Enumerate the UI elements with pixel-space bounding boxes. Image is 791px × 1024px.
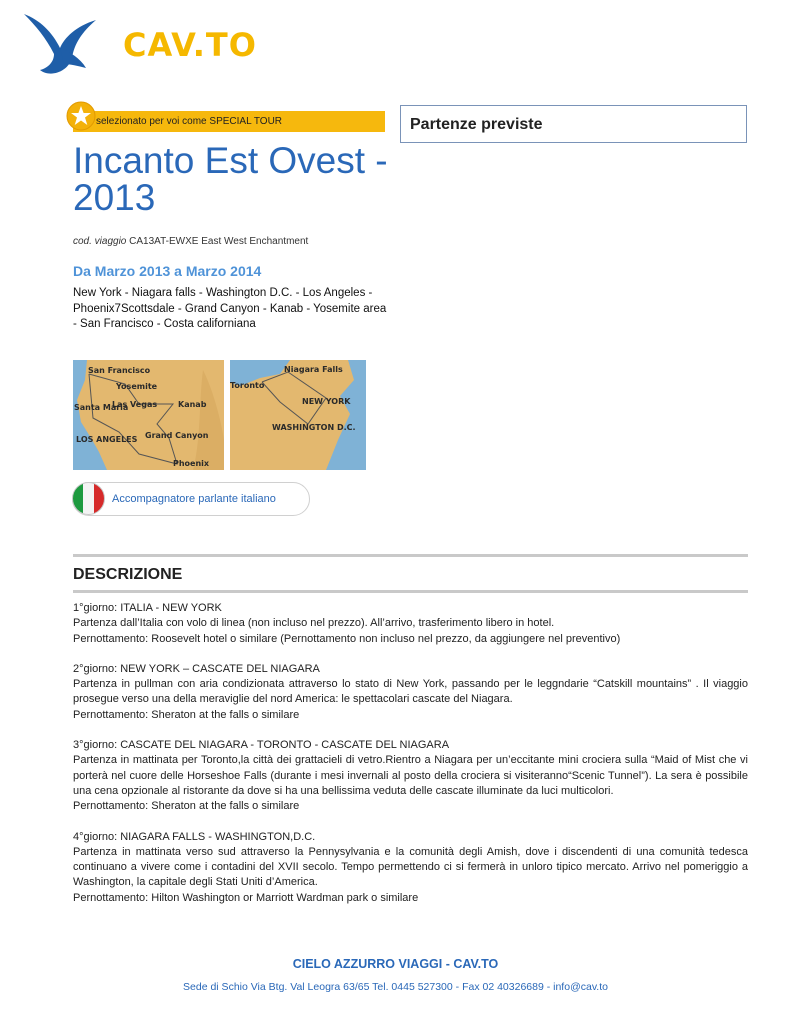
trip-code: [73, 236, 308, 247]
day-title: 4°giorno: NIAGARA FALLS - WASHINGTON,D.C.: [73, 830, 316, 843]
route-text: New York - Niagara falls - Washington D.C. - Los Angeles - Phoenix7Scottsdale - Grand Canyon - Kanab - Yosemite area - San Francisco - Costa californiana: [73, 287, 387, 330]
day-title: 3°giorno: CASCATE DEL NIAGARA - TORONTO - CASCATE DEL NIAGARA: [73, 739, 450, 752]
day-overnight: Pernottamento: Roosevelt hotel o similare (Pernottamento non incluso nel prezzo, da aggiungere nel preventivo): [73, 632, 621, 645]
divider: [73, 590, 748, 593]
brand-name: CAV.TO: [123, 26, 257, 64]
map-label: WASHINGTON D.C.: [272, 423, 356, 432]
special-tour-label: selezionato per voi come SPECIAL TOUR: [96, 116, 283, 127]
trip-code-label: cod. viaggio: [73, 236, 127, 247]
day-title: 2°giorno: NEW YORK – CASCATE DEL NIAGARA: [73, 662, 320, 675]
page-title: Incanto Est Ovest - 2013: [73, 140, 388, 218]
day-overnight: Pernottamento: Sheraton at the falls o similare: [73, 708, 300, 721]
itinerary-day: [73, 830, 748, 906]
star-icon: [66, 101, 96, 131]
map-label: Yosemite: [116, 382, 158, 391]
day-overnight: Pernottamento: Hilton Washington or Marriott Wardman park o similare: [73, 891, 419, 904]
map-label: Toronto: [230, 381, 265, 390]
day-text: Partenza in mattinata per Toronto,la città dei grattacieli di vetro.Rientro a Niagara per un’eccitante mini crociera sulla “Maid of Mist che vi porterà nel cuore delle Horseshoe Falls (durante i mesi invernali al posto della crociera si visiteranno“Scenic Tunnel”). La sera è possibile una cena opzionale al ristorante da dove si ha una bellissima veduta delle cascate illuminate da luci multicolori.: [73, 754, 748, 797]
map-label: Phoenix: [173, 459, 210, 468]
day-text: Partenza dall’Italia con volo di linea (non incluso nel prezzo). All’arrivo, trasferimento libero in hotel.: [73, 617, 555, 630]
trip-code-value: CA13AT-EWXE East West Enchantment: [129, 236, 309, 247]
footer-company: CIELO AZZURRO VIAGGI - CAV.TO: [292, 957, 499, 971]
map-label: Niagara Falls: [284, 365, 343, 374]
itinerary-day: [73, 601, 748, 647]
itinerary-day: [73, 662, 748, 723]
itinerary: [73, 601, 748, 921]
map-label: NEW YORK: [302, 397, 351, 406]
map-label: LOS ANGELES: [76, 435, 138, 444]
day-text: Partenza in mattinata verso sud attraverso la Pennysylvania e la comunità degli Amish, dove i discendenti di una comunità tedesca continuano a vivere come i contadini del XVII secolo. Tempo permettendo ci si fermerà in unloro tipico mercato. Arrivo nel pomeriggio a Washington, la capitale degli Stati Uniti d’America.: [73, 845, 748, 889]
departures-title: Partenze previste: [410, 116, 543, 133]
map-label: San Francisco: [88, 366, 151, 375]
map-label: Kanab: [178, 400, 207, 409]
footer-address: Sede di Schio Via Btg. Val Leogra 63/65 Tel. 0445 527300 - Fax 02 40326689 - info@cav.to: [183, 981, 608, 993]
itinerary-day: [73, 738, 748, 814]
day-overnight: Pernottamento: Sheraton at the falls o similare: [73, 800, 300, 813]
italian-guide-label: Accompagnatore parlante italiano: [112, 493, 276, 505]
description-heading: DESCRIZIONE: [73, 566, 183, 583]
map-label: Grand Canyon: [145, 431, 209, 440]
map-label: Las Vegas: [112, 400, 158, 409]
date-range: Da Marzo 2013 a Marzo 2014: [73, 263, 262, 279]
day-title: 1°giorno: ITALIA - NEW YORK: [73, 602, 222, 614]
west-coast-map: [73, 360, 224, 470]
east-coast-map: [230, 360, 366, 470]
day-text: Partenza in pullman con aria condizionata attraverso lo stato di New York, passando per le leggndarie “Catskill mountains” . Il viaggio prosegue verso una della meraviglie del nord America: le spettacolari cascate del Niagara.: [73, 678, 748, 706]
divider: [73, 554, 748, 557]
italian-flag-icon: [72, 482, 105, 515]
map-label: Santa Maria: [74, 403, 129, 412]
